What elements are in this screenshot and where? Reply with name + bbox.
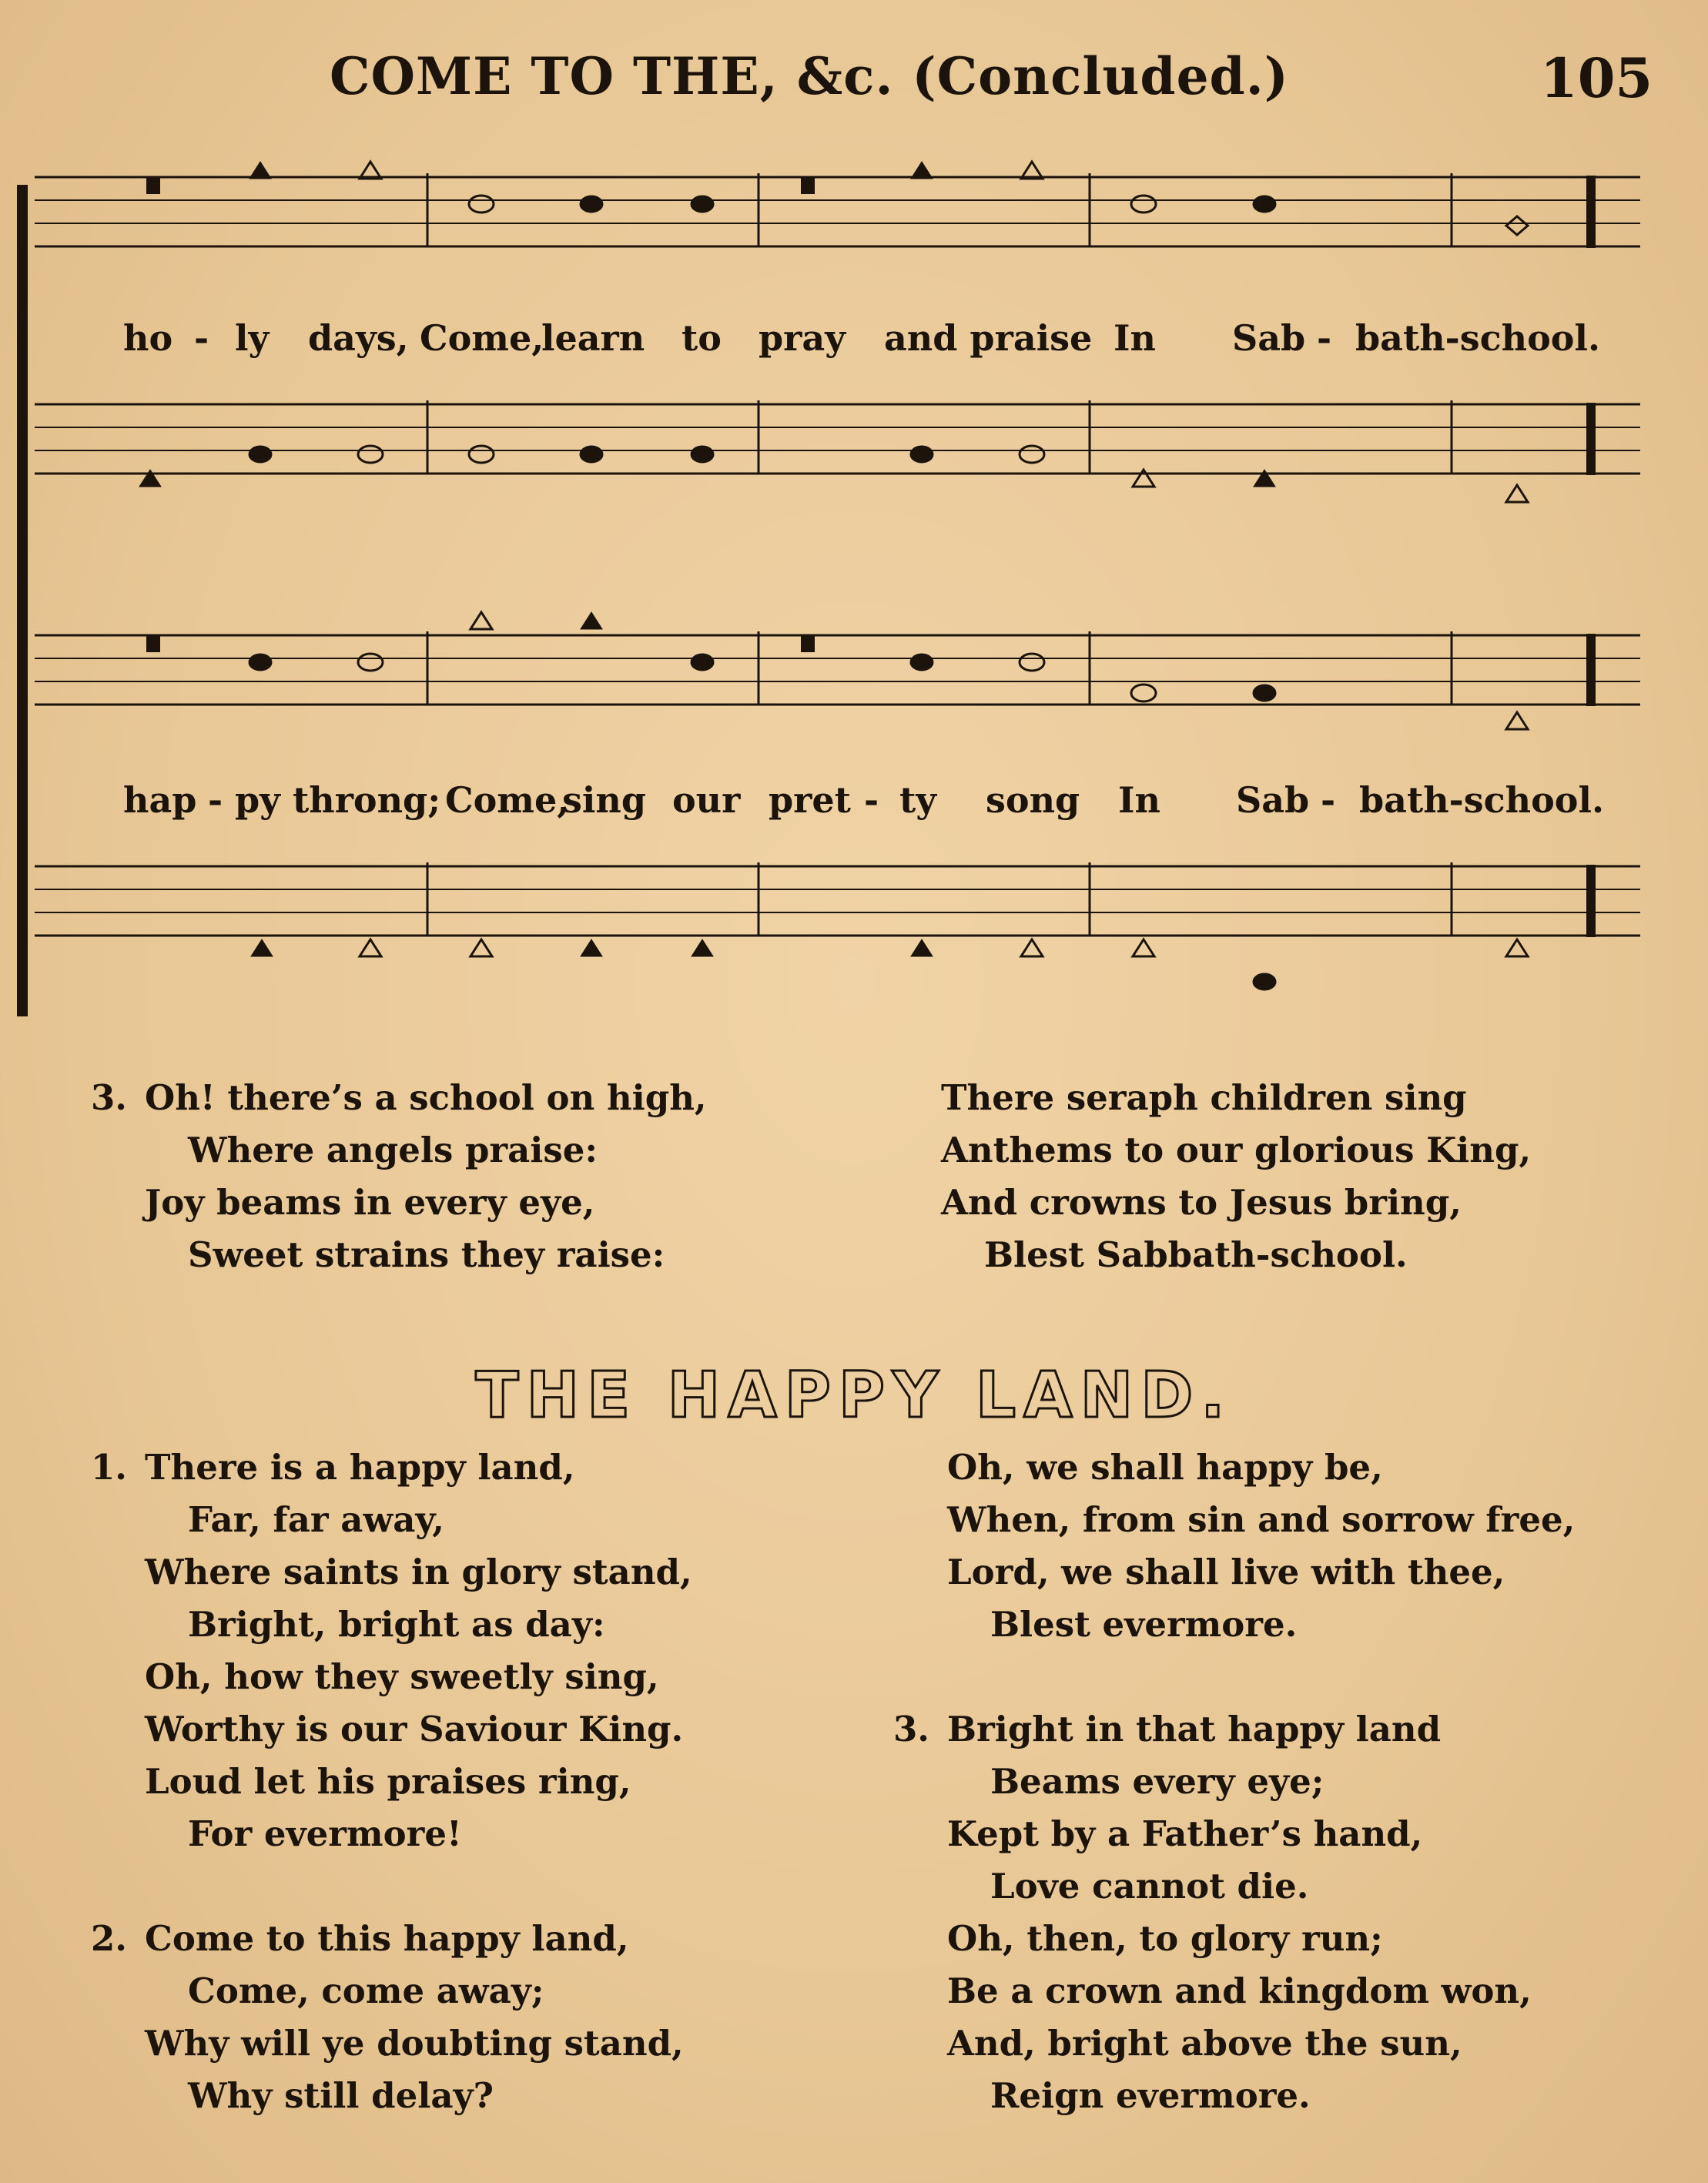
verse-line: Come, come away; — [188, 1970, 544, 2011]
lyrics-line-2 — [0, 779, 1708, 825]
verse-number: 3. — [91, 1077, 127, 1118]
running-title: COME TO THE, &c. (Concluded.) — [330, 46, 1289, 106]
verse-line: Bright in that happy land — [947, 1709, 1442, 1749]
verse-line: Come to this happy land, — [145, 1918, 629, 1959]
happy-land-left-column — [91, 1441, 692, 2122]
lyric-syllable: Come, — [445, 779, 570, 821]
verse-line: Why will ye doubting stand, — [145, 2023, 684, 2064]
lyric-syllable: - — [864, 779, 879, 821]
lyric-syllable: ho — [123, 317, 173, 359]
staff-3 — [35, 612, 1640, 729]
verse-line: Blest Sabbath-school. — [984, 1234, 1408, 1275]
lyric-syllable: ly — [235, 317, 270, 359]
lyric-syllable: our — [672, 779, 741, 821]
lyric-syllable: In — [1118, 779, 1160, 821]
lyric-syllable: song — [986, 779, 1080, 821]
verse-line: Oh, then, to glory run; — [947, 1918, 1383, 1959]
lyric-syllable: sing — [562, 779, 646, 821]
page-header — [0, 46, 1708, 116]
lyric-syllable: In — [1114, 317, 1156, 359]
verse-line: Anthems to our glorious King, — [941, 1130, 1532, 1170]
music-notation — [0, 139, 1708, 1063]
lyric-syllable: to — [682, 317, 722, 359]
verse-line: Sweet strains they raise: — [188, 1234, 665, 1275]
verse-line: And crowns to Jesus bring, — [941, 1182, 1462, 1223]
verse-line: Bright, bright as day: — [188, 1604, 605, 1645]
verse-number: 3. — [893, 1709, 929, 1749]
lyric-syllable: Sab — [1232, 317, 1306, 359]
verse-line: Lord, we shall live with thee, — [947, 1552, 1505, 1592]
lyric-syllable: throng; — [293, 779, 441, 821]
verse-3-right — [941, 1072, 1531, 1281]
lyrics-line-1 — [0, 317, 1708, 363]
lyric-syllable: bath-school. — [1355, 317, 1600, 359]
lyric-syllable: - — [1321, 779, 1336, 821]
verse-line: Worthy is our Saviour King. — [145, 1709, 684, 1749]
verse-line: And, bright above the sun, — [947, 2023, 1462, 2064]
verse-line: Oh, how they sweetly sing, — [145, 1656, 659, 1697]
lyric-syllable: - — [194, 317, 209, 359]
verse-line: Far, far away, — [188, 1499, 444, 1540]
song-title: THE HAPPY LAND. — [475, 1359, 1233, 1432]
verse-line: Loud let his praises ring, — [145, 1761, 631, 1802]
verse-line: There seraph children sing — [941, 1077, 1467, 1118]
happy-land-right-column — [893, 1441, 1575, 2122]
verse-3-left — [91, 1072, 707, 1281]
lyric-syllable: bath-school. — [1359, 779, 1604, 821]
lyric-syllable: Sab — [1236, 779, 1310, 821]
verse-line: Love cannot die. — [990, 1866, 1309, 1907]
lyric-syllable: hap — [123, 779, 197, 821]
lyric-syllable: - — [208, 779, 223, 821]
verse-line: There is a happy land, — [145, 1447, 575, 1488]
verse-line: Blest evermore. — [990, 1604, 1298, 1645]
verse-number: 2. — [91, 1918, 127, 1959]
verse-line: When, from sin and sorrow free, — [947, 1499, 1576, 1540]
verse-line: Oh, we shall happy be, — [947, 1447, 1383, 1488]
verse-line: Oh! there’s a school on high, — [145, 1077, 707, 1118]
staff-2 — [35, 400, 1640, 502]
page-number: 105 — [1540, 46, 1653, 110]
lyric-syllable: days, — [308, 317, 409, 359]
lyric-syllable: pray — [759, 317, 846, 359]
verse-line: Reign evermore. — [990, 2075, 1311, 2116]
lyric-syllable: pret — [769, 779, 851, 821]
lyric-syllable: Come, — [420, 317, 544, 359]
lyric-syllable: learn — [541, 317, 645, 359]
lyric-syllable: - — [1317, 317, 1332, 359]
verse-line: Joy beams in every eye, — [145, 1182, 595, 1223]
verse-line: Be a crown and kingdom won, — [947, 1970, 1532, 2011]
staff-1 — [35, 162, 1640, 248]
verse-line: Why still delay? — [188, 2075, 494, 2116]
verse-line: Beams every eye; — [990, 1761, 1325, 1802]
verse-line: Where saints in glory stand, — [145, 1552, 692, 1592]
verse-number: 1. — [91, 1447, 127, 1488]
verse-line: For evermore! — [188, 1813, 462, 1854]
lyric-syllable: ty — [899, 779, 936, 821]
verse-line: Where angels praise: — [188, 1130, 598, 1170]
lyric-syllable: py — [235, 779, 280, 821]
staff-4 — [35, 862, 1640, 990]
verse-line: Kept by a Father’s hand, — [947, 1813, 1423, 1854]
lyric-syllable: and praise — [884, 317, 1093, 359]
